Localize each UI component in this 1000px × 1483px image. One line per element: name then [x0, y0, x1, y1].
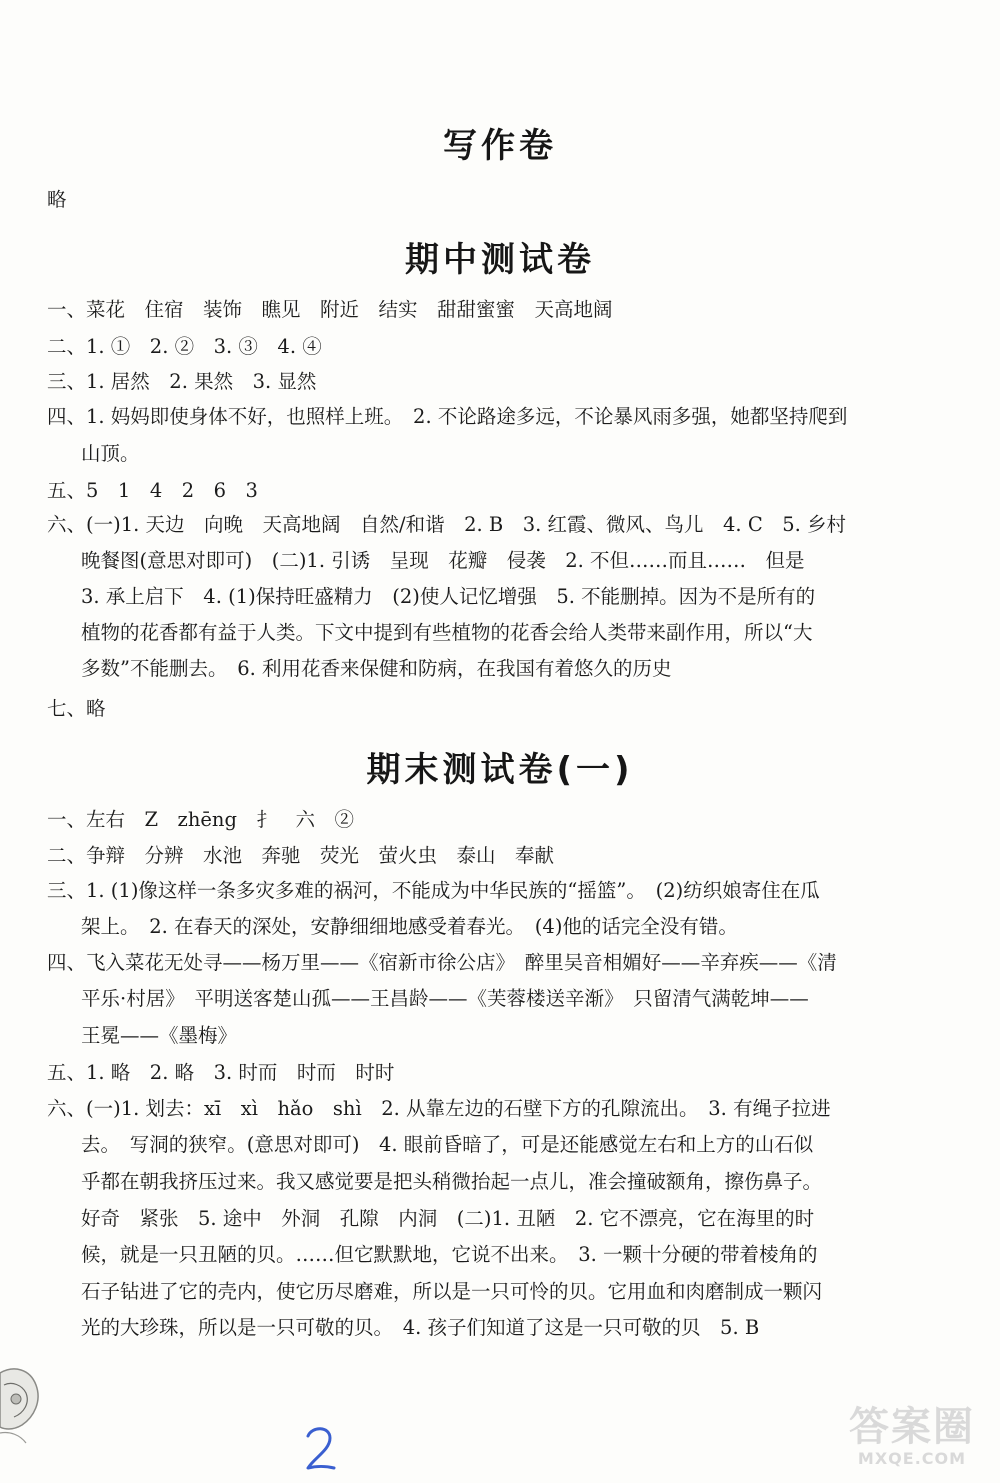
midterm-line: 多数”不能删去。 6. 利用花香来保健和防病，在我国有着悠久的历史: [81, 657, 672, 680]
final-line: 石子钻进了它的壳内，使它历尽磨难，所以是一只可怜的贝。它用血和肉磨制成一颗闪: [81, 1280, 823, 1303]
watermark-url: MXQE.COM: [857, 1449, 967, 1468]
final-line: 好奇 紧张 5. 途中 外洞 孔隙 内洞 (二)1. 丑陋 2. 它不漂亮，它在海里的时: [81, 1207, 815, 1230]
final-line: 五、1. 略 2. 略 3. 时而 时而 时时: [47, 1061, 395, 1084]
final-line: 乎都在朝我挤压过来。我又感觉要是把头稍微抬起一点儿，准会撞破额角，擦伤鼻子。: [81, 1170, 823, 1193]
section-title-final: 期末测试卷(一): [366, 750, 634, 790]
section-title-writing: 写作卷: [443, 126, 557, 166]
final-line: 候，就是一只丑陋的贝。……但它默默地，它说不出来。 3. 一颗十分硬的带着棱角的: [81, 1243, 818, 1266]
midterm-line: 五、5 1 4 2 6 3: [47, 479, 258, 502]
midterm-line: 四、1. 妈妈即使身体不好，也照样上班。 2. 不论路途多远，不论暴风雨多强，她都坚持爬到: [47, 405, 848, 428]
midterm-line: 一、菜花 住宿 装饰 瞧见 附近 结实 甜甜蜜蜜 天高地阔: [47, 298, 613, 321]
midterm-line: 植物的花香都有益于人类。下文中提到有些植物的花香会给人类带来副作用，所以“大: [81, 621, 813, 644]
final-line: 平乐·村居》 平明送客楚山孤——王昌龄——《芙蓉楼送辛渐》 只留清气满乾坤——: [81, 987, 809, 1010]
midterm-line: 六、(一)1. 天边 向晚 天高地阔 自然/和谐 2. B 3. 红霞、微风、鸟儿 4. C 5. 乡村: [47, 513, 847, 536]
final-line: 二、争辩 分辨 水池 奔驰 荧光 萤火虫 泰山 奉献: [47, 844, 555, 867]
midterm-line: 三、1. 居然 2. 果然 3. 显然: [47, 370, 317, 393]
midterm-line: 3. 承上启下 4. (1)保持旺盛精力 (2)使人记忆增强 5. 不能删掉。因为不是所有的: [81, 585, 816, 608]
midterm-line: 山顶。: [81, 442, 140, 465]
final-line: 六、(一)1. 划去：xī xì hǎo shì 2. 从靠左边的石壁下方的孔隙流出。 3. 有绳子拉进: [47, 1097, 831, 1120]
final-line: 一、左右 Z zhēng 扌 六 ②: [47, 808, 354, 831]
handwritten-page-number: [300, 1422, 340, 1478]
final-line: 四、飞入菜花无处寻——杨万里——《宿新市徐公店》 醉里吴音相媚好——辛弃疾——《清: [47, 951, 837, 974]
corner-ornament-icon: [0, 1355, 42, 1445]
midterm-line: 二、1. ① 2. ② 3. ③ 4. ④: [47, 335, 322, 358]
final-line: 去。 写洞的狭窄。(意思对即可) 4. 眼前昏暗了，可是还能感觉左右和上方的山石似: [81, 1133, 814, 1156]
final-line: 王冕——《墨梅》: [81, 1024, 238, 1047]
watermark-text: 答案圈: [849, 1404, 975, 1450]
final-line: 光的大珍珠，所以是一只可敬的贝。 4. 孩子们知道了这是一只可敬的贝 5. B: [81, 1316, 760, 1339]
midterm-line: 七、略: [47, 697, 106, 720]
writing-answer: 略: [47, 188, 67, 211]
midterm-line: 晚餐图(意思对即可) (二)1. 引诱 呈现 花瓣 侵袭 2. 不但……而且…… 但是: [81, 549, 805, 572]
final-line: 架上。 2. 在春天的深处，安静细细地感受着春光。 (4)他的话完全没有错。: [81, 915, 738, 938]
watermark-logo: [832, 1405, 992, 1477]
section-title-midterm: 期中测试卷: [405, 240, 595, 280]
final-line: 三、1. (1)像这样一条多灾多难的祸河，不能成为中华民族的“摇篮”。 (2)纺织娘寄住在瓜: [47, 879, 820, 902]
